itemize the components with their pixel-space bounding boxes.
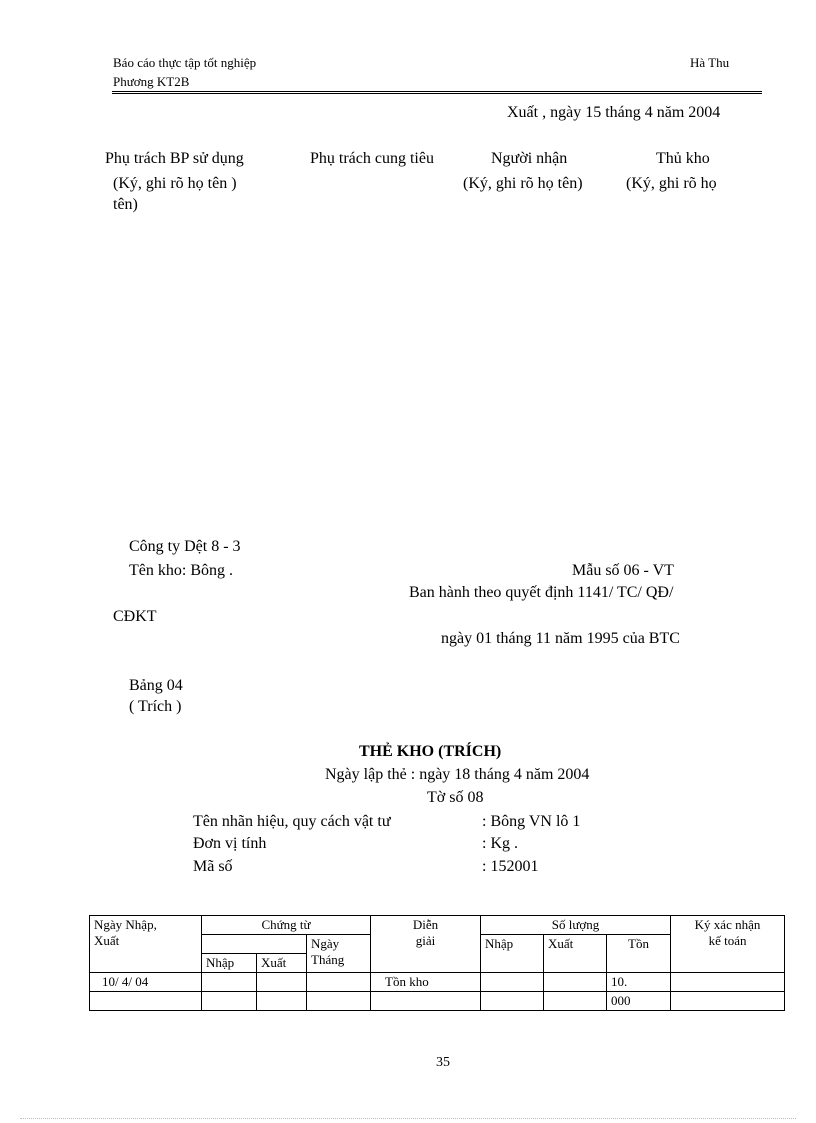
- signature-nguoi-nhan: Người nhận: [491, 150, 568, 167]
- signature-bp-su-dung: Phụ trách BP sử dụng: [105, 150, 244, 167]
- header-voucher-in: Nhập: [202, 954, 257, 973]
- decree-line: Ban hành theo quyết định 1141/ TC/ QĐ/: [409, 584, 674, 601]
- sign-note-wrap: tên): [113, 196, 138, 213]
- sign-note-4: (Ký, ghi rõ họ: [626, 175, 717, 192]
- row1-sign: [671, 973, 785, 992]
- card-title: THẺ KHO (TRÍCH): [359, 743, 502, 760]
- report-title: Báo cáo thực tập tốt nghiệp: [113, 55, 257, 70]
- decree-wrap: CĐKT: [113, 608, 157, 625]
- field-label-code: Mã số: [193, 858, 233, 875]
- stock-card-table: [89, 915, 785, 1011]
- header-voucher: Chứng từ: [202, 916, 371, 935]
- header-voucher-out: Xuất: [257, 954, 307, 973]
- row2-qty-stock: 000: [607, 992, 671, 1011]
- author-name: Hà Thu: [690, 55, 730, 70]
- field-value-spec: : Bông VN lô 1: [482, 813, 581, 830]
- row2-voucher-date: [307, 992, 371, 1011]
- row2-description: [371, 992, 481, 1011]
- page-number: 35: [436, 1055, 450, 1070]
- row1-qty-in: [481, 973, 544, 992]
- sign-note-3: (Ký, ghi rõ họ tên): [463, 175, 583, 192]
- signature-cung-tieu: Phụ trách cung tiêu: [310, 150, 434, 167]
- company-name: Công ty Dệt 8 - 3: [129, 538, 241, 555]
- header-voucher-date: Ngày Tháng: [307, 935, 371, 973]
- row1-date: 10/ 4/ 04: [90, 973, 202, 992]
- header-qty-out: Xuất: [544, 935, 607, 973]
- row1-qty-out: [544, 973, 607, 992]
- row2-qty-in: [481, 992, 544, 1011]
- header-quantity: Số lượng: [481, 916, 671, 935]
- row2-qty-out: [544, 992, 607, 1011]
- row2-sign: [671, 992, 785, 1011]
- row1-voucher-date: [307, 973, 371, 992]
- table-row: [90, 992, 785, 1011]
- header-qty-in: Nhập: [481, 935, 544, 973]
- warehouse-name: Tên kho: Bông .: [129, 562, 233, 579]
- field-label-spec: Tên nhãn hiệu, quy cách vật tư: [193, 813, 391, 830]
- card-created-date: Ngày lập thẻ : ngày 18 tháng 4 năm 2004: [325, 766, 590, 783]
- row2-voucher-out: [257, 992, 307, 1011]
- header-rule: [112, 91, 762, 94]
- table-row: [90, 973, 785, 992]
- table-number: Bảng 04: [129, 677, 183, 694]
- row2-voucher-in: [202, 992, 257, 1011]
- card-sheet-number: Tờ số 08: [427, 789, 484, 806]
- header-voucher-numbers: [202, 935, 307, 954]
- excerpt-label: ( Trích ): [129, 698, 182, 715]
- header-description: Diễn giải: [371, 916, 481, 973]
- field-value-code: : 152001: [482, 858, 539, 875]
- row1-qty-stock: 10.: [607, 973, 671, 992]
- class-name: Phương KT2B: [113, 74, 190, 89]
- row1-description: Tồn kho: [371, 973, 481, 992]
- header-accountant-sign: Ký xác nhận kế toán: [671, 916, 785, 973]
- row1-voucher-in: [202, 973, 257, 992]
- field-label-unit: Đơn vị tính: [193, 835, 267, 852]
- page-edge-dots: [20, 1118, 796, 1119]
- sign-note-1: (Ký, ghi rõ họ tên ): [113, 175, 237, 192]
- signature-thu-kho: Thủ kho: [656, 150, 710, 167]
- form-code: Mẫu số 06 - VT: [572, 562, 674, 579]
- row1-voucher-out: [257, 973, 307, 992]
- field-value-unit: : Kg .: [482, 835, 518, 852]
- date-line: Xuất , ngày 15 tháng 4 năm 2004: [507, 104, 721, 121]
- decree-date: ngày 01 tháng 11 năm 1995 của BTC: [441, 630, 680, 647]
- row2-date: [90, 992, 202, 1011]
- header-date: Ngày Nhập, Xuất: [90, 916, 202, 973]
- header-qty-stock: Tồn: [607, 935, 671, 973]
